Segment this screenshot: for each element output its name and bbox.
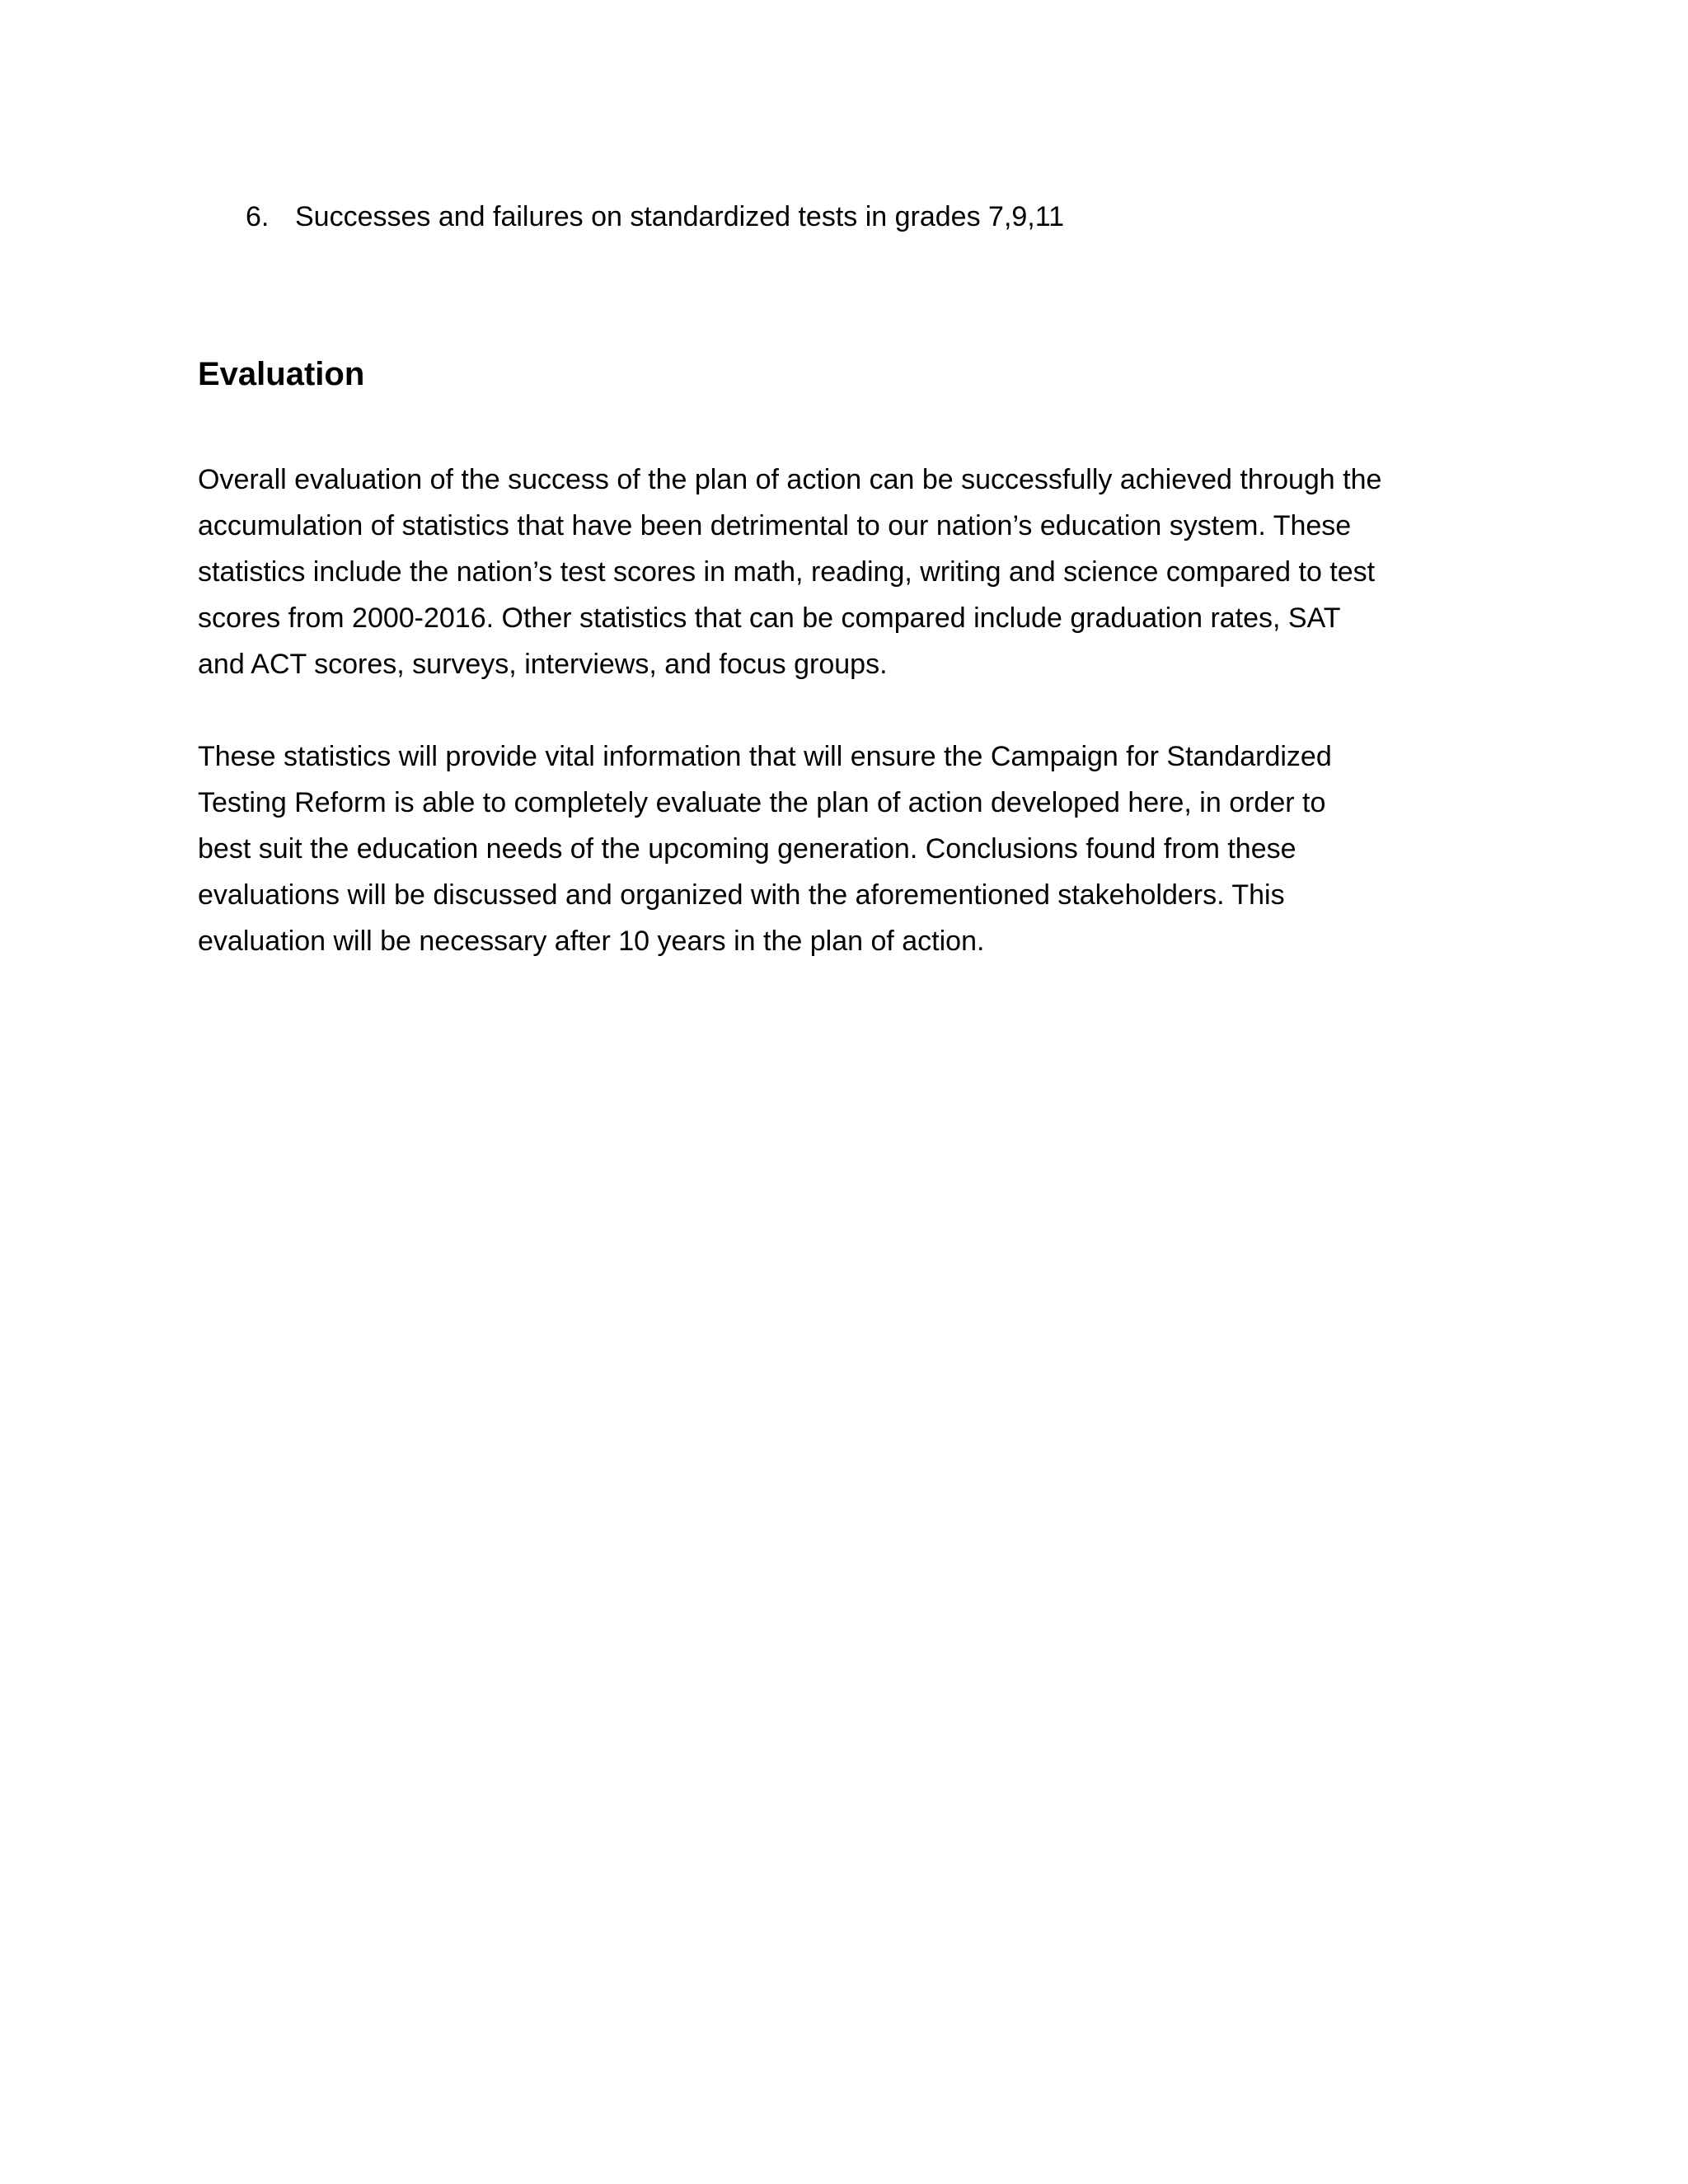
list-item-text: Successes and failures on standardized tests in grades 7,9,11 — [295, 201, 1065, 232]
paragraph-line: Overall evaluation of the success of the plan of action can be successfully achieved through the — [198, 464, 1382, 495]
paragraph-overall-evaluation — [198, 457, 1484, 687]
paragraph-line: and ACT scores, surveys, interviews, and focus groups. — [198, 649, 888, 680]
section-heading: Evaluation — [198, 356, 365, 392]
paragraph-line: accumulation of statistics that have been detrimental to our nation’s education system. These — [198, 510, 1352, 541]
list-item — [246, 199, 1064, 234]
paragraph-line: best suit the education needs of the upcoming generation. Conclusions found from these — [198, 833, 1296, 865]
paragraph-line: scores from 2000-2016. Other statistics that can be compared include graduation rates, SAT — [198, 602, 1341, 634]
paragraph-line: evaluation will be necessary after 10 years in the plan of action. — [198, 926, 985, 957]
list-item-number: 6. — [246, 201, 270, 232]
paragraph-line: Testing Reform is able to completely evaluate the plan of action developed here, in order to — [198, 787, 1326, 818]
paragraph-line: These statistics will provide vital information that will ensure the Campaign for Standardized — [198, 741, 1332, 772]
paragraph-line: statistics include the nation’s test scores in math, reading, writing and science compared to test — [198, 556, 1376, 588]
paragraph-statistics-information — [198, 733, 1484, 964]
paragraph-line: evaluations will be discussed and organized with the aforementioned stakeholders. This — [198, 879, 1285, 911]
